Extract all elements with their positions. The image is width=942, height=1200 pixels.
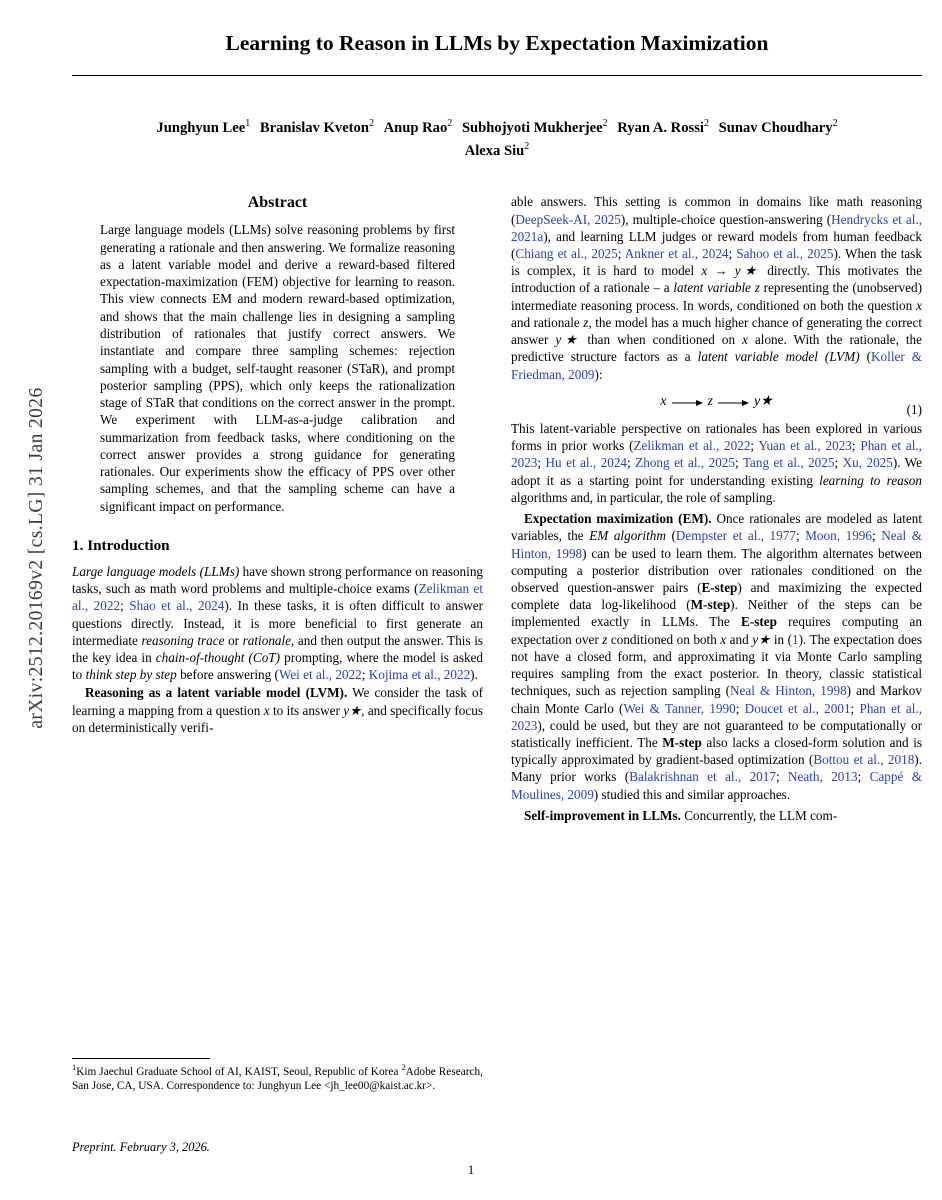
- body-text: ;: [775, 769, 789, 785]
- body-text: and: [726, 631, 753, 647]
- arxiv-stamp: arXiv:2512.20169v2 [cs.LG] 31 Jan 2026: [26, 387, 47, 729]
- body-text: ) studied this and similar approaches.: [593, 786, 791, 802]
- math-symbol: y★: [752, 631, 771, 647]
- math-symbol: x: [263, 702, 270, 718]
- math-symbol: x: [720, 631, 727, 647]
- footnote-block: [72, 1058, 483, 1093]
- two-column-body: [72, 193, 922, 824]
- body-text: ). In these tasks, it is often difficult to answer questions directly. Instead, it is more beneficial to first generate an intermediate: [72, 598, 483, 648]
- body-text: and rationale: [511, 314, 584, 330]
- intro-paragraph-1: [72, 563, 483, 684]
- citation-link[interactable]: Zhong et al., 2025: [635, 455, 735, 471]
- body-text: (: [859, 349, 872, 365]
- emphasis-text: rationale: [242, 632, 292, 648]
- body-text: This latent-variable perspective on rationales has been explored in various forms in prior works (: [511, 421, 922, 454]
- body-text: ). When the task is complex, it is hard to model: [511, 246, 922, 279]
- inline-heading: Expectation maximization (EM).: [524, 511, 712, 527]
- body-text: ;: [851, 438, 861, 454]
- citation-link[interactable]: Moon, 1996: [805, 528, 872, 544]
- right-paragraph-2: [511, 420, 922, 506]
- body-text: ) can be used to learn them. The algorithm alternates between computing a posterior distribution over rationales conditioned on the observed question-answer pairs (: [511, 545, 922, 596]
- body-text: to its answer: [269, 702, 344, 718]
- citation-link[interactable]: Hu et al., 2024: [545, 455, 628, 471]
- body-text: ;: [834, 455, 843, 471]
- math-symbol: x: [742, 332, 748, 348]
- citation-link[interactable]: Koller & Friedman, 2009: [511, 349, 922, 382]
- body-text: ;: [120, 598, 130, 614]
- body-text: ;: [735, 700, 745, 716]
- citation-link[interactable]: Wei & Tanner, 1990: [623, 700, 736, 716]
- arrow-icon: [716, 394, 750, 410]
- author: Branislav Kveton$^2$: [259, 117, 374, 136]
- citation-link[interactable]: Bottou et al., 2018: [813, 752, 915, 768]
- body-text: ;: [735, 455, 743, 471]
- arrow-icon: [670, 394, 704, 410]
- page-title: Learning to Reason in LLMs by Expectation Maximization: [225, 31, 769, 55]
- body-text: ;: [750, 438, 759, 454]
- body-text: ). We adopt it as a starting point for understanding existing: [511, 455, 923, 488]
- footnote-text: $^1$Kim Jaechul Graduate School of AI, KAIST, Seoul, Republic of Korea $^2$Adobe Research, San Jose, CA, USA. Correspondence to: Junghyun Lee <jh_lee00@kaist.ac.kr>.: [72, 1063, 483, 1092]
- author: Junghyun Lee$^1$: [156, 117, 251, 136]
- body-text: ):: [594, 366, 603, 382]
- math-symbol: x → y★: [701, 263, 761, 279]
- body-text: (: [665, 528, 676, 544]
- body-text: Concurrently, the LLM com-: [680, 807, 838, 823]
- citation-link[interactable]: Neal & Hinton, 1998: [730, 683, 847, 699]
- body-text: ;: [857, 769, 870, 785]
- body-text: We consider the task of learning a mapping from a question: [72, 685, 483, 718]
- body-text: have shown strong performance on reasoning tasks, such as math word problems and multiple-choice exams (: [72, 563, 484, 597]
- math-symbol: z: [602, 631, 608, 647]
- body-text: ). Neither of the steps can be implemented exactly in LLMs. The: [511, 597, 922, 630]
- body-text: ), could be used, but they are not guaranteed to be computationally or statistically inefficient. The: [511, 717, 922, 750]
- citation-link[interactable]: Hendrycks et al., 2021a: [511, 211, 922, 244]
- footnote-rule: [72, 1058, 210, 1059]
- body-text: conditioned on both: [607, 631, 721, 647]
- emphasis-text: Large language models (LLMs): [72, 563, 240, 579]
- inline-heading: E-step: [741, 614, 777, 630]
- equation-number: (1): [906, 401, 922, 417]
- inline-heading: Reasoning as a latent variable model (LVM).: [85, 685, 348, 701]
- body-text: ). The expectation does not have a closed form, and approximating it via Monte Carlo sampling requires sampling from the exact posterior. In theory, classic statistical techniques, such as rejection sampling (: [511, 631, 922, 699]
- citation-link[interactable]: Ankner et al., 2024: [624, 246, 729, 262]
- page-number: 1: [467, 1163, 475, 1177]
- author: Alexa Siu$^2$: [464, 141, 530, 160]
- citation-link[interactable]: Doucet et al., 2001: [744, 700, 851, 716]
- body-text: in (: [770, 631, 792, 647]
- math-symbol: z: [583, 314, 589, 330]
- body-text: alone. With the rationale, the predictive structure factors as a: [511, 332, 922, 365]
- citation-link[interactable]: Phan et al., 2023: [511, 438, 922, 471]
- body-text: ) and maximizing the expected complete data log-likelihood (: [511, 580, 923, 613]
- paper-content: [72, 22, 922, 824]
- body-text: ;: [617, 246, 625, 262]
- right-paragraph-3: [511, 510, 922, 803]
- abstract-text: Large language models (LLMs) solve reasoning problems by first generating a rationale and then answering. We formalize reasoning as a latent variable model and derive a reward-based filtered expectation-maximization (FEM) objective for learning to reason. This view connects EM and modern reward-based optimization, and shows that the main challenge lies in designing a sampling distribution of rationales that justify correct answers. We instantiate and compare three sampling schemes: rejection sampling with a budget, self-taught reasoner (STaR), and prompt posterior sampling (PPS), which only keeps the rationalization stage of STaR that conditions on the correct answer in the prompt. We experiment with LLM-as-a-judge calibration and summarization from feedback tasks, where conditioning on the correct answer provides a strong guidance for generating rationales. Our experiments show the efficacy of PPS over other sampling schemes, and that the sampling scheme can have a significant impact on performance.: [100, 222, 455, 514]
- citation-link[interactable]: Chiang et al., 2025: [515, 246, 618, 262]
- citation-link[interactable]: Kojima et al., 2022: [368, 667, 471, 683]
- inline-heading: Self-improvement in LLMs.: [524, 807, 681, 823]
- body-text: ;: [728, 246, 737, 262]
- left-column: [72, 193, 483, 824]
- citation-link[interactable]: Zelikman et al., 2022: [72, 581, 483, 614]
- inline-heading: M-step: [662, 734, 702, 750]
- section-heading-introduction: 1. Introduction: [72, 537, 170, 555]
- math-symbol: y★: [343, 702, 362, 718]
- emphasis-text: think step by step: [85, 667, 177, 683]
- author-list: [72, 116, 922, 164]
- emphasis-text: latent variable z: [673, 280, 760, 296]
- body-text: before answering (: [176, 667, 279, 683]
- author-line-2: [72, 140, 922, 164]
- citation-link[interactable]: Xu, 2025: [842, 455, 893, 471]
- citation-link[interactable]: Wei et al., 2022: [278, 667, 362, 683]
- emphasis-text: chain-of-thought (CoT): [155, 649, 281, 665]
- body-text: , the model has a much higher chance of generating the correct answer: [511, 314, 923, 348]
- inline-heading: E-step: [701, 580, 738, 596]
- equation-body: x z y★: [660, 393, 773, 409]
- body-text: able answers. This setting is common in domains like math reasoning (: [511, 194, 922, 227]
- body-text: ), multiple-choice question-answering (: [620, 211, 832, 227]
- citation-link[interactable]: Cappé & Moulines, 2009: [511, 769, 922, 802]
- title-rule: [72, 75, 922, 76]
- body-text: , and then output the answer. This is the key idea in: [72, 632, 484, 665]
- body-text: ;: [361, 667, 369, 683]
- equation-1: [511, 393, 922, 417]
- right-paragraph-4: [511, 807, 922, 824]
- inline-heading: M-step: [690, 597, 731, 613]
- body-text: also lacks a closed-form solution and is typically approximated by gradient-based optimization (: [511, 734, 922, 768]
- citation-link[interactable]: Yuan et al., 2023: [758, 438, 852, 454]
- author-line-1: [72, 116, 922, 140]
- body-text: representing the (unobserved) intermediate reasoning process. In words, conditioned on both the question: [511, 280, 922, 313]
- citation-link[interactable]: Balakrishnan et al., 2017: [629, 769, 776, 785]
- math-symbol: x: [916, 297, 922, 313]
- right-column: [511, 193, 922, 824]
- math-symbol: y★: [555, 332, 581, 348]
- citation-link[interactable]: Shao et al., 2024: [129, 598, 225, 614]
- body-text: than when conditioned on: [580, 332, 743, 348]
- emphasis-text: reasoning trace: [141, 632, 225, 648]
- body-text: ;: [795, 528, 806, 544]
- emphasis-text: latent variable model (LVM): [697, 349, 860, 365]
- preprint-notice: Preprint. February 3, 2026.: [72, 1140, 210, 1154]
- author: Ryan A. Rossi$^2$: [617, 117, 709, 136]
- citation-link[interactable]: Tang et al., 2025: [742, 455, 835, 471]
- author: Anup Rao$^2$: [383, 117, 453, 136]
- citation-link[interactable]: Phan et al., 2023: [511, 700, 923, 733]
- citation-link[interactable]: Neath, 2013: [788, 769, 858, 785]
- abstract-heading: Abstract: [247, 194, 308, 212]
- body-text: requires computing an expectation over: [511, 614, 923, 647]
- body-text: Once rationales are modeled as latent variables, the: [511, 511, 922, 544]
- author: Sunav Choudhary$^2$: [718, 117, 838, 136]
- body-text: ), and learning LLM judges or reward models from human feedback (: [511, 228, 922, 262]
- body-text: algorithms and, in particular, the role of sampling.: [511, 489, 776, 505]
- right-paragraph-1: [511, 193, 922, 382]
- body-text: ). Many prior works (: [511, 752, 922, 785]
- body-text: , and specifically focus on deterministically verifi-: [72, 702, 483, 735]
- citation-link[interactable]: Sahoo et al., 2025: [736, 246, 834, 262]
- citation-link[interactable]: Zelikman et al., 2022: [633, 438, 751, 454]
- citation-link[interactable]: Dempster et al., 1977: [675, 528, 796, 544]
- citation-link[interactable]: Neal & Hinton, 1998: [511, 528, 922, 561]
- citation-link[interactable]: DeepSeek-AI, 2025: [515, 211, 621, 227]
- emphasis-text: learning to reason: [819, 472, 922, 488]
- body-text: ;: [871, 528, 882, 544]
- emphasis-text: EM algorithm: [589, 528, 666, 544]
- body-text: prompting, where the model is asked to: [72, 649, 483, 683]
- body-text: ;: [537, 455, 546, 471]
- body-text: ;: [850, 700, 860, 716]
- body-text: or: [224, 632, 243, 648]
- body-text: ).: [470, 667, 478, 683]
- author: Subhojyoti Mukherjee$^2$: [461, 117, 608, 136]
- intro-paragraph-2: [72, 684, 483, 736]
- body-text: directly. This motivates the introduction of a rationale – a: [511, 263, 922, 296]
- citation-link[interactable]: 1: [791, 631, 799, 647]
- body-text: ) and Markov chain Monte Carlo (: [511, 683, 922, 716]
- body-text: ;: [627, 455, 636, 471]
